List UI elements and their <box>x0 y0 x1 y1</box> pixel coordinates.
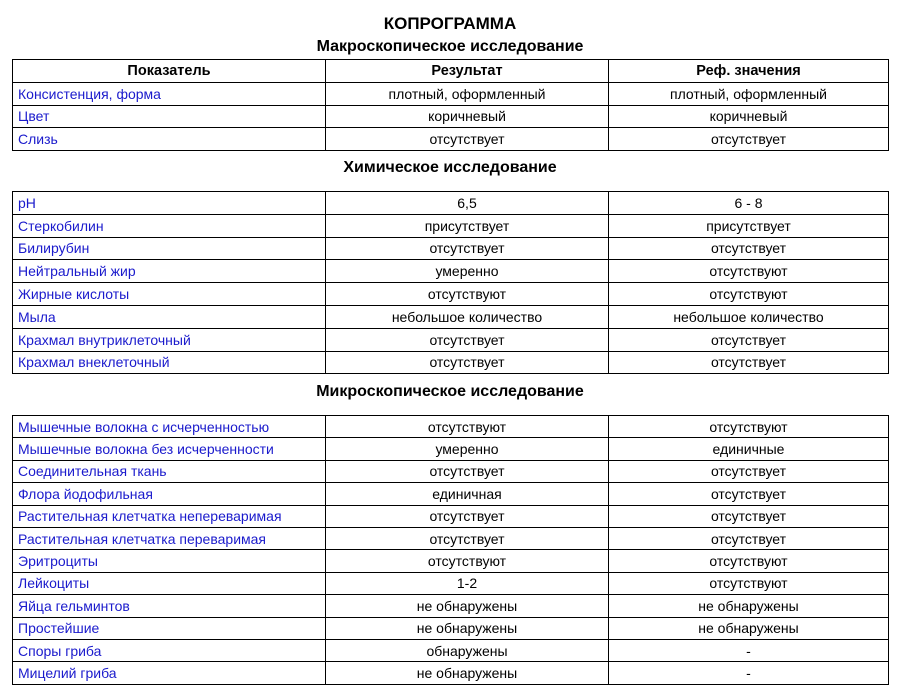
table-row <box>13 260 889 283</box>
table-row <box>13 82 889 105</box>
table-row <box>13 483 889 505</box>
table-row <box>13 572 889 594</box>
cell-param: Мицелий гриба <box>13 662 326 684</box>
cell-reference: отсутствуют <box>609 283 889 306</box>
table-row <box>13 105 889 128</box>
table-chemical <box>12 191 889 374</box>
cell-reference: 6 - 8 <box>609 192 889 215</box>
cell-param: Мыла <box>13 305 326 328</box>
cell-param: Крахмал внутриклеточный <box>13 328 326 351</box>
table-row <box>13 416 889 438</box>
cell-reference: отсутствуют <box>609 550 889 572</box>
cell-result: 1-2 <box>326 572 609 594</box>
table-row <box>13 237 889 260</box>
table-row <box>13 214 889 237</box>
table-row <box>13 662 889 684</box>
table-header-row <box>13 60 889 83</box>
header-reference: Реф. значения <box>609 60 889 83</box>
cell-result: присутствует <box>326 214 609 237</box>
cell-param: Жирные кислоты <box>13 283 326 306</box>
table-row <box>13 192 889 215</box>
table-row <box>13 460 889 482</box>
cell-param: Соединительная ткань <box>13 460 326 482</box>
cell-result: единичная <box>326 483 609 505</box>
cell-result: 6,5 <box>326 192 609 215</box>
cell-param: Растительная клетчатка непереваримая <box>13 505 326 527</box>
cell-result: умеренно <box>326 438 609 460</box>
cell-param: Яйца гельминтов <box>13 595 326 617</box>
cell-reference: - <box>609 639 889 661</box>
cell-result: отсутствует <box>326 527 609 549</box>
cell-param: Билирубин <box>13 237 326 260</box>
cell-result: не обнаружены <box>326 662 609 684</box>
document-title: КОПРОГРАММА <box>383 14 517 33</box>
cell-reference: отсутствует <box>609 128 889 151</box>
cell-result: отсутствует <box>326 460 609 482</box>
cell-reference: не обнаружены <box>609 595 889 617</box>
cell-result: отсутствуют <box>326 416 609 438</box>
cell-result: не обнаружены <box>326 617 609 639</box>
cell-reference: отсутствует <box>609 237 889 260</box>
cell-reference: отсутствует <box>609 460 889 482</box>
cell-param: Стеркобилин <box>13 214 326 237</box>
header-param: Показатель <box>13 60 326 83</box>
table-row <box>13 128 889 151</box>
cell-param: Слизь <box>13 128 326 151</box>
cell-param: Нейтральный жир <box>13 260 326 283</box>
cell-reference: отсутствуют <box>609 416 889 438</box>
table-microscopic <box>12 415 889 685</box>
cell-result: небольшое количество <box>326 305 609 328</box>
table-row <box>13 550 889 572</box>
table-row <box>13 328 889 351</box>
section-title-micro: Микроскопическое исследование <box>316 383 584 400</box>
section-title-macro: Макроскопическое исследование <box>316 38 584 55</box>
table-macro <box>12 59 889 151</box>
cell-param: Растительная клетчатка переваримая <box>13 527 326 549</box>
cell-reference: отсутствует <box>609 351 889 374</box>
cell-param: Цвет <box>13 105 326 128</box>
cell-reference: отсутствует <box>609 527 889 549</box>
cell-param: Флора йодофильная <box>13 483 326 505</box>
cell-result: плотный, оформленный <box>326 82 609 105</box>
table-row <box>13 283 889 306</box>
cell-param: Споры гриба <box>13 639 326 661</box>
cell-reference: плотный, оформленный <box>609 82 889 105</box>
table-row <box>13 595 889 617</box>
table-row <box>13 351 889 374</box>
cell-reference: небольшое количество <box>609 305 889 328</box>
cell-param: Мышечные волокна с исчерченностью <box>13 416 326 438</box>
cell-result: отсутствуют <box>326 283 609 306</box>
cell-param: Крахмал внеклеточный <box>13 351 326 374</box>
cell-reference: отсутствуют <box>609 260 889 283</box>
table-row <box>13 527 889 549</box>
section-title-chemical: Химическое исследование <box>343 159 557 176</box>
cell-reference: отсутствует <box>609 483 889 505</box>
cell-result: отсутствует <box>326 128 609 151</box>
cell-result: умеренно <box>326 260 609 283</box>
cell-result: не обнаружены <box>326 595 609 617</box>
cell-reference: отсутствует <box>609 505 889 527</box>
cell-param: Мышечные волокна без исчерченности <box>13 438 326 460</box>
cell-result: обнаружены <box>326 639 609 661</box>
cell-reference: единичные <box>609 438 889 460</box>
cell-reference: присутствует <box>609 214 889 237</box>
cell-result: отсутствует <box>326 351 609 374</box>
cell-param: pH <box>13 192 326 215</box>
cell-reference: отсутствуют <box>609 572 889 594</box>
header-result: Результат <box>326 60 609 83</box>
table-row <box>13 505 889 527</box>
cell-result: отсутствует <box>326 505 609 527</box>
cell-result: отсутствует <box>326 237 609 260</box>
cell-param: Консистенция, форма <box>13 82 326 105</box>
cell-param: Лейкоциты <box>13 572 326 594</box>
cell-param: Эритроциты <box>13 550 326 572</box>
table-row <box>13 305 889 328</box>
cell-result: коричневый <box>326 105 609 128</box>
cell-reference: отсутствует <box>609 328 889 351</box>
table-row <box>13 438 889 460</box>
cell-reference: коричневый <box>609 105 889 128</box>
cell-reference: - <box>609 662 889 684</box>
cell-param: Простейшие <box>13 617 326 639</box>
cell-result: отсутствуют <box>326 550 609 572</box>
table-row <box>13 617 889 639</box>
table-row <box>13 639 889 661</box>
cell-result: отсутствует <box>326 328 609 351</box>
cell-reference: не обнаружены <box>609 617 889 639</box>
